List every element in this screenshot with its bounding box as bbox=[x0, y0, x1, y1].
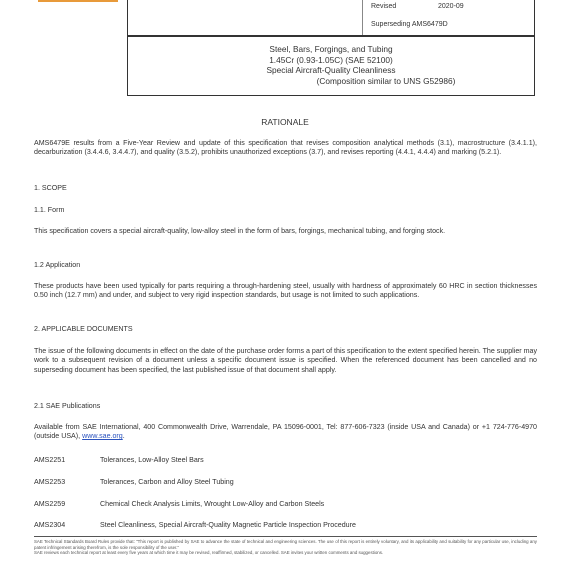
reference-title: Steel Cleanliness, Special Aircraft-Quality Magnetic Particle Inspection Procedure bbox=[100, 521, 356, 529]
rationale-text: AMS6479E results from a Five-Year Review and update of this specification that revises composition analytical methods (3.1), macrostructure (3.4.1.1), decarburization (3.4.4.6, 3.4.4.7), and quality (3.5.2), prohibits unauthorized exceptions (3.7), and revises reporting (4.4.1, 4.4.4) and marking (5.2.1). bbox=[34, 139, 537, 157]
document-title bbox=[127, 44, 535, 86]
reference-code: AMS2251 bbox=[34, 456, 66, 464]
header-divider bbox=[127, 35, 535, 37]
reference-code: AMS2253 bbox=[34, 478, 66, 486]
footer-divider bbox=[34, 536, 537, 537]
header-accent-bar bbox=[38, 0, 118, 2]
title-line-2: 1.45Cr (0.93-1.05C) (SAE 52100) bbox=[269, 54, 393, 65]
rationale-heading: RATIONALE bbox=[261, 117, 309, 127]
superseding-note: Superseding AMS6479D bbox=[371, 21, 448, 28]
reference-title: Tolerances, Carbon and Alloy Steel Tubing bbox=[100, 478, 234, 486]
applicable-documents-heading: 2. APPLICABLE DOCUMENTS bbox=[34, 325, 133, 333]
reference-title: Chemical Check Analysis Limits, Wrought Low-Alloy and Carbon Steels bbox=[100, 500, 325, 508]
reference-code: AMS2304 bbox=[34, 521, 66, 529]
revised-label: Revised bbox=[371, 3, 397, 10]
header-column-divider bbox=[362, 0, 363, 35]
sae-publications-heading: 2.1 SAE Publications bbox=[34, 402, 101, 410]
sae-website-link[interactable]: www.sae.org bbox=[82, 432, 123, 441]
application-text: These products have been used typically for parts requiring a through-hardening steel, usually with hardness of approximately 60 HRC in section thicknesses 0.50 inch (12.7 mm) and under, and subject to very rigid inspection standards, but usage is not limited to such applications. bbox=[34, 282, 537, 300]
footer-notice-line-2: SAE reviews each technical report at least every five years at which time it may be revised, reaffirmed, stabilized, or cancelled. SAE invites your written comments and suggestions. bbox=[34, 550, 384, 556]
reference-row bbox=[34, 500, 324, 509]
application-heading: 1.2 Application bbox=[34, 261, 81, 269]
title-line-4: (Composition similar to UNS G52986) bbox=[316, 75, 456, 86]
footer-notice bbox=[34, 539, 537, 556]
revised-date: 2020-09 bbox=[438, 3, 464, 10]
scope-heading: 1. SCOPE bbox=[34, 184, 67, 192]
footer-notice-line-1: SAE Technical Standards Board Rules provide that: "This report is published by SAE to advance the state of technical and engineering sciences. The use of this report is entirely voluntary, and its applicability and suitability for any particular use, including any patent infringement arising therefrom, is the sole responsibility of the user." bbox=[34, 539, 537, 550]
reference-title: Tolerances, Low-Alloy Steel Bars bbox=[100, 456, 204, 464]
sae-publications-text: Available from SAE International, 400 Commonwealth Drive, Warrendale, PA 15096-0001, Tel: 877-606-7323 (inside USA and Canada) or +1 724-776-4970 (outside USA), www.sae.org. bbox=[34, 423, 537, 441]
reference-row bbox=[34, 478, 234, 487]
reference-row bbox=[34, 521, 356, 530]
reference-row bbox=[34, 456, 204, 465]
reference-code: AMS2259 bbox=[34, 500, 66, 508]
title-line-1: Steel, Bars, Forgings, and Tubing bbox=[269, 44, 393, 54]
sae-address: Available from SAE International, 400 Commonwealth Drive, Warrendale, PA 15096-0001, Tel: 877-606-7323 (inside USA and Canada) or +1 724-776-4970 (outside USA), bbox=[34, 423, 537, 441]
form-text: This specification covers a special aircraft-quality, low-alloy steel in the form of bars, forgings, mechanical tubing, and forging stock. bbox=[34, 227, 446, 235]
applicable-documents-text: The issue of the following documents in effect on the date of the purchase order forms a part of this specification to the extent specified herein. The supplier may work to a subsequent revision of a document unless a specific document issue is specified. When the referenced document has been cancelled and no superseding document has been specified, the last published issue of that document shall apply. bbox=[34, 347, 537, 374]
title-line-3: Special Aircraft-Quality Cleanliness bbox=[266, 65, 396, 75]
form-heading: 1.1. Form bbox=[34, 206, 65, 214]
